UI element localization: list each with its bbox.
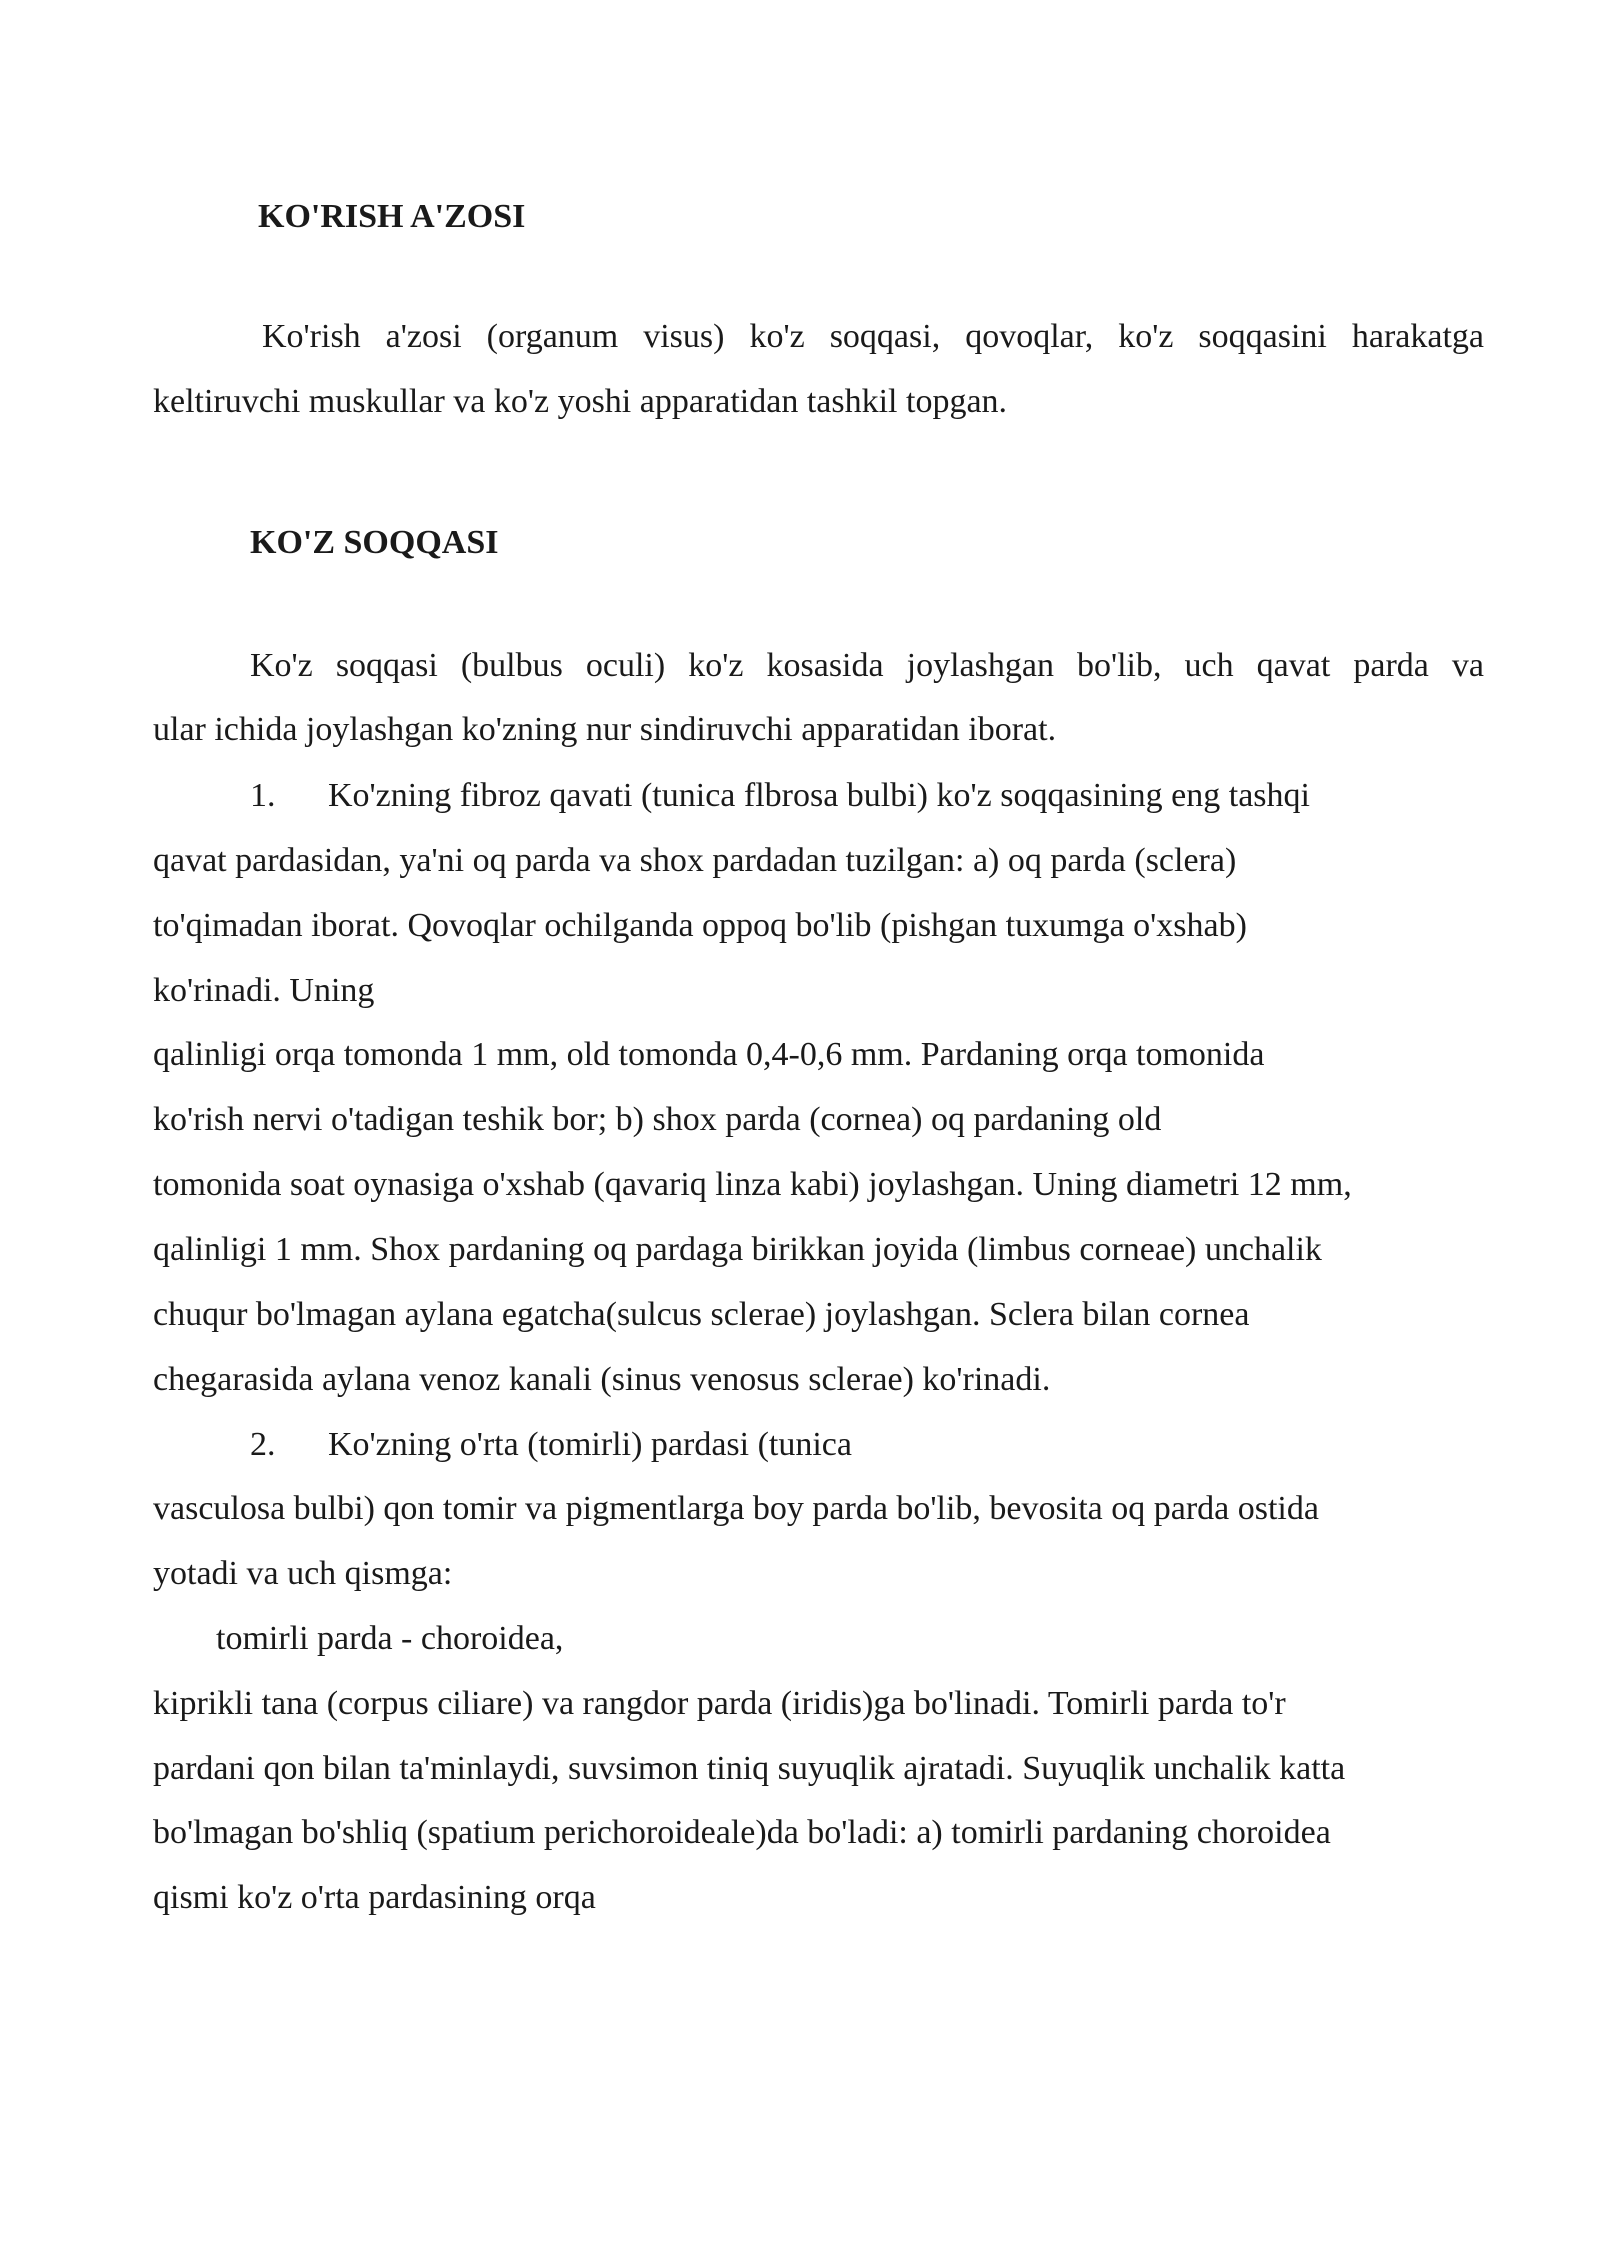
item2-line: vasculosa bulbi) qon tomir va pigmentlarga boy parda bo'lib, bevosita oq parda ostida [153,1490,1319,1527]
item2-line: tomirli parda - choroidea, [216,1620,564,1657]
heading-korish-azosi: KO'RISH A'ZOSI [258,198,526,235]
item1-line: qalinligi orqa tomonda 1 mm, old tomonda 0,4-0,6 mm. Pardaning orqa tomonida [153,1036,1265,1073]
item1-line: Ko'zning fibroz qavati (tunica flbrosa bulbi) ko'z soqqasining eng tashqi [328,777,1310,814]
item1-number: 1. [250,777,276,814]
item1-line: qavat pardasidan, ya'ni oq parda va shox pardadan tuzilgan: a) oq parda (sclera) [153,842,1237,879]
item1-line: chuqur bo'lmagan aylana egatcha(sulcus sclerae) joylashgan. Sclera bilan cornea [153,1296,1250,1333]
item1-line: qalinligi 1 mm. Shox pardaning oq pardaga birikkan joyida (limbus corneae) unchalik [153,1231,1322,1268]
item2-line: Ko'zning o'rta (tomirli) pardasi (tunica [328,1426,852,1463]
heading-koz-soqqasi: KO'Z SOQQASI [250,524,499,561]
item2-number: 2. [250,1426,276,1463]
item2-line: yotadi va uch qismga: [153,1555,453,1592]
para2-line1: Ko'z soqqasi (bulbus oculi) ko'z kosasida joylashgan bo'lib, uch qavat parda va [250,647,1484,684]
para1-line2: keltiruvchi muskullar va ko'z yoshi apparatidan tashkil topgan. [153,383,1008,420]
item2-line: kiprikli tana (corpus ciliare) va rangdor parda (iridis)ga bo'linadi. Tomirli parda to'r [153,1685,1286,1722]
para1-line1: Ko'rish a'zosi (organum visus) ko'z soqqasi, qovoqlar, ko'z soqqasini harakatga [262,318,1484,355]
item2-line: bo'lmagan bo'shliq (spatium perichoroideale)da bo'ladi: a) tomirli pardaning choroidea [153,1814,1331,1851]
para2-line2: ular ichida joylashgan ko'zning nur sindiruvchi apparatidan iborat. [153,711,1057,748]
item1-line: tomonida soat oynasiga o'xshab (qavariq linza kabi) joylashgan. Uning diametri 12 mm, [153,1166,1352,1203]
item2-line: qismi ko'z o'rta pardasining orqa [153,1879,596,1916]
item1-line: to'qimadan iborat. Qovoqlar ochilganda oppoq bo'lib (pishgan tuxumga o'xshab) [153,907,1247,944]
item1-line: ko'rinadi. Uning [153,972,375,1009]
item1-line: chegarasida aylana venoz kanali (sinus venosus sclerae) ko'rinadi. [153,1361,1051,1398]
item1-line: ko'rish nervi o'tadigan teshik bor; b) shox parda (cornea) oq pardaning old [153,1101,1162,1138]
item2-line: pardani qon bilan ta'minlaydi, suvsimon tiniq suyuqlik ajratadi. Suyuqlik unchalik katta [153,1750,1346,1787]
